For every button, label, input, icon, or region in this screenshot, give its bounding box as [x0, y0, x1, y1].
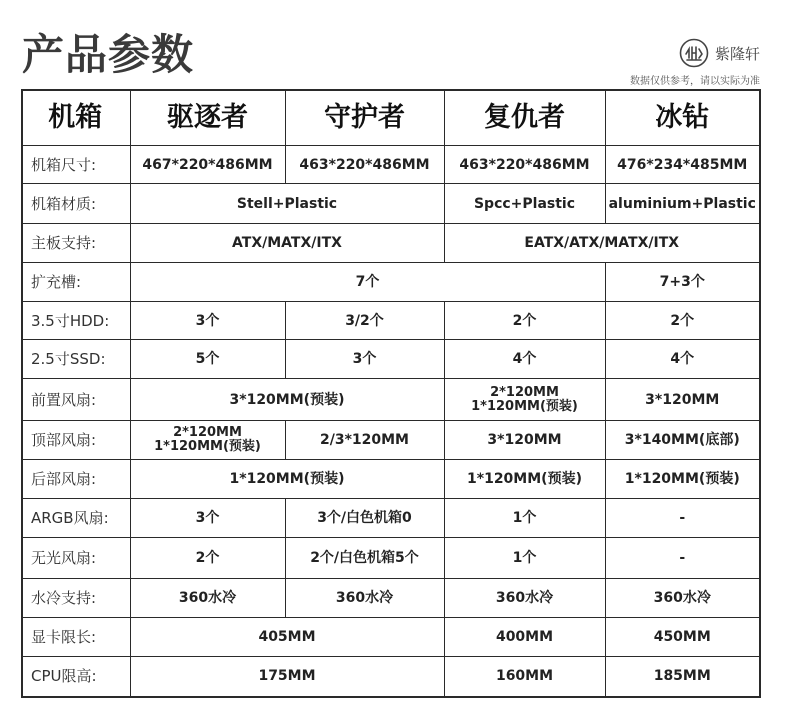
table-row: [22, 538, 760, 579]
header-model-2: 守护者: [285, 90, 444, 146]
page-title: 产品参数: [22, 30, 195, 79]
table-cell: 405MM: [130, 618, 444, 657]
table-cell: 3*120MM(预装): [130, 379, 444, 421]
table-row: [22, 263, 760, 302]
row-label: 扩充槽:: [22, 263, 130, 302]
table-row: [22, 302, 760, 340]
table-cell: 1*120MM(预装): [444, 460, 605, 499]
table-cell: 1个: [444, 499, 605, 538]
table-cell: 185MM: [605, 657, 760, 697]
table-cell: [444, 379, 605, 421]
table-cell: 7个: [130, 263, 605, 302]
table-row: [22, 224, 760, 263]
row-label: ARGB风扇:: [22, 499, 130, 538]
table-cell: 463*220*486MM: [285, 146, 444, 184]
table-cell: 2个/白色机箱5个: [285, 538, 444, 579]
table-cell: 360水冷: [285, 579, 444, 618]
table-cell: 360水冷: [130, 579, 285, 618]
table-cell: 400MM: [444, 618, 605, 657]
table-cell: 5个: [130, 340, 285, 379]
table-cell: 3*140MM(底部): [605, 421, 760, 460]
header-model-4: 冰钻: [605, 90, 760, 146]
table-cell: 3/2个: [285, 302, 444, 340]
table-cell: 7+3个: [605, 263, 760, 302]
row-label: 显卡限长:: [22, 618, 130, 657]
table-row: [22, 379, 760, 421]
table-cell: 2个: [605, 302, 760, 340]
cell-line-1: 2*120MM: [490, 384, 559, 400]
zilong-logo-icon: [679, 38, 709, 68]
table-row: [22, 618, 760, 657]
table-cell: 160MM: [444, 657, 605, 697]
row-label: 前置风扇:: [22, 379, 130, 421]
table-cell: 1个: [444, 538, 605, 579]
table-row: [22, 579, 760, 618]
table-cell: [130, 421, 285, 460]
table-row: [22, 146, 760, 184]
table-row: [22, 340, 760, 379]
row-label: 2.5寸SSD:: [22, 340, 130, 379]
row-label: CPU限高:: [22, 657, 130, 697]
table-cell: 463*220*486MM: [444, 146, 605, 184]
table-cell: -: [605, 538, 760, 579]
table-cell: 1*120MM(预装): [130, 460, 444, 499]
header-model-3: 复仇者: [444, 90, 605, 146]
table-cell: 1*120MM(预装): [605, 460, 760, 499]
table-cell: 2/3*120MM: [285, 421, 444, 460]
table-cell: 3*120MM: [605, 379, 760, 421]
table-row: [22, 499, 760, 538]
row-label: 3.5寸HDD:: [22, 302, 130, 340]
cell-line-2: 1*120MM(预装): [471, 398, 578, 414]
table-cell: 3个: [285, 340, 444, 379]
row-label: 机箱材质:: [22, 184, 130, 224]
table-cell: 3个: [130, 302, 285, 340]
table-cell: 467*220*486MM: [130, 146, 285, 184]
table-cell: ATX/MATX/ITX: [130, 224, 444, 263]
table-cell: aluminium+Plastic: [605, 184, 760, 224]
row-label: 顶部风扇:: [22, 421, 130, 460]
spec-table: [21, 89, 761, 698]
table-cell: 450MM: [605, 618, 760, 657]
header-label: 机箱: [22, 90, 130, 146]
table-header-row: [22, 90, 760, 146]
table-cell: 3个: [130, 499, 285, 538]
table-cell: Stell+Plastic: [130, 184, 444, 224]
table-row: [22, 421, 760, 460]
row-label: 水冷支持:: [22, 579, 130, 618]
table-cell: -: [605, 499, 760, 538]
brand: [679, 38, 760, 68]
cell-line-1: 2*120MM: [173, 425, 242, 440]
table-cell: 476*234*485MM: [605, 146, 760, 184]
disclaimer-note: 数据仅供参考，请以实际为准: [630, 76, 760, 87]
table-cell: Spcc+Plastic: [444, 184, 605, 224]
table-cell: 2个: [130, 538, 285, 579]
table-cell: 360水冷: [605, 579, 760, 618]
row-label: 后部风扇:: [22, 460, 130, 499]
row-label: 机箱尺寸:: [22, 146, 130, 184]
header-model-1: 驱逐者: [130, 90, 285, 146]
table-cell: 3*120MM: [444, 421, 605, 460]
table-cell: 2个: [444, 302, 605, 340]
row-label: 主板支持:: [22, 224, 130, 263]
table-cell: 360水冷: [444, 579, 605, 618]
table-cell: EATX/ATX/MATX/ITX: [444, 224, 760, 263]
table-cell: 4个: [444, 340, 605, 379]
table-cell: 3个/白色机箱0: [285, 499, 444, 538]
table-cell: 175MM: [130, 657, 444, 697]
brand-name: 紫隆轩: [714, 44, 760, 63]
row-label: 无光风扇:: [22, 538, 130, 579]
table-row: [22, 184, 760, 224]
table-row: [22, 657, 760, 697]
cell-line-2: 1*120MM(预装): [154, 439, 261, 454]
table-cell: 4个: [605, 340, 760, 379]
table-row: [22, 460, 760, 499]
